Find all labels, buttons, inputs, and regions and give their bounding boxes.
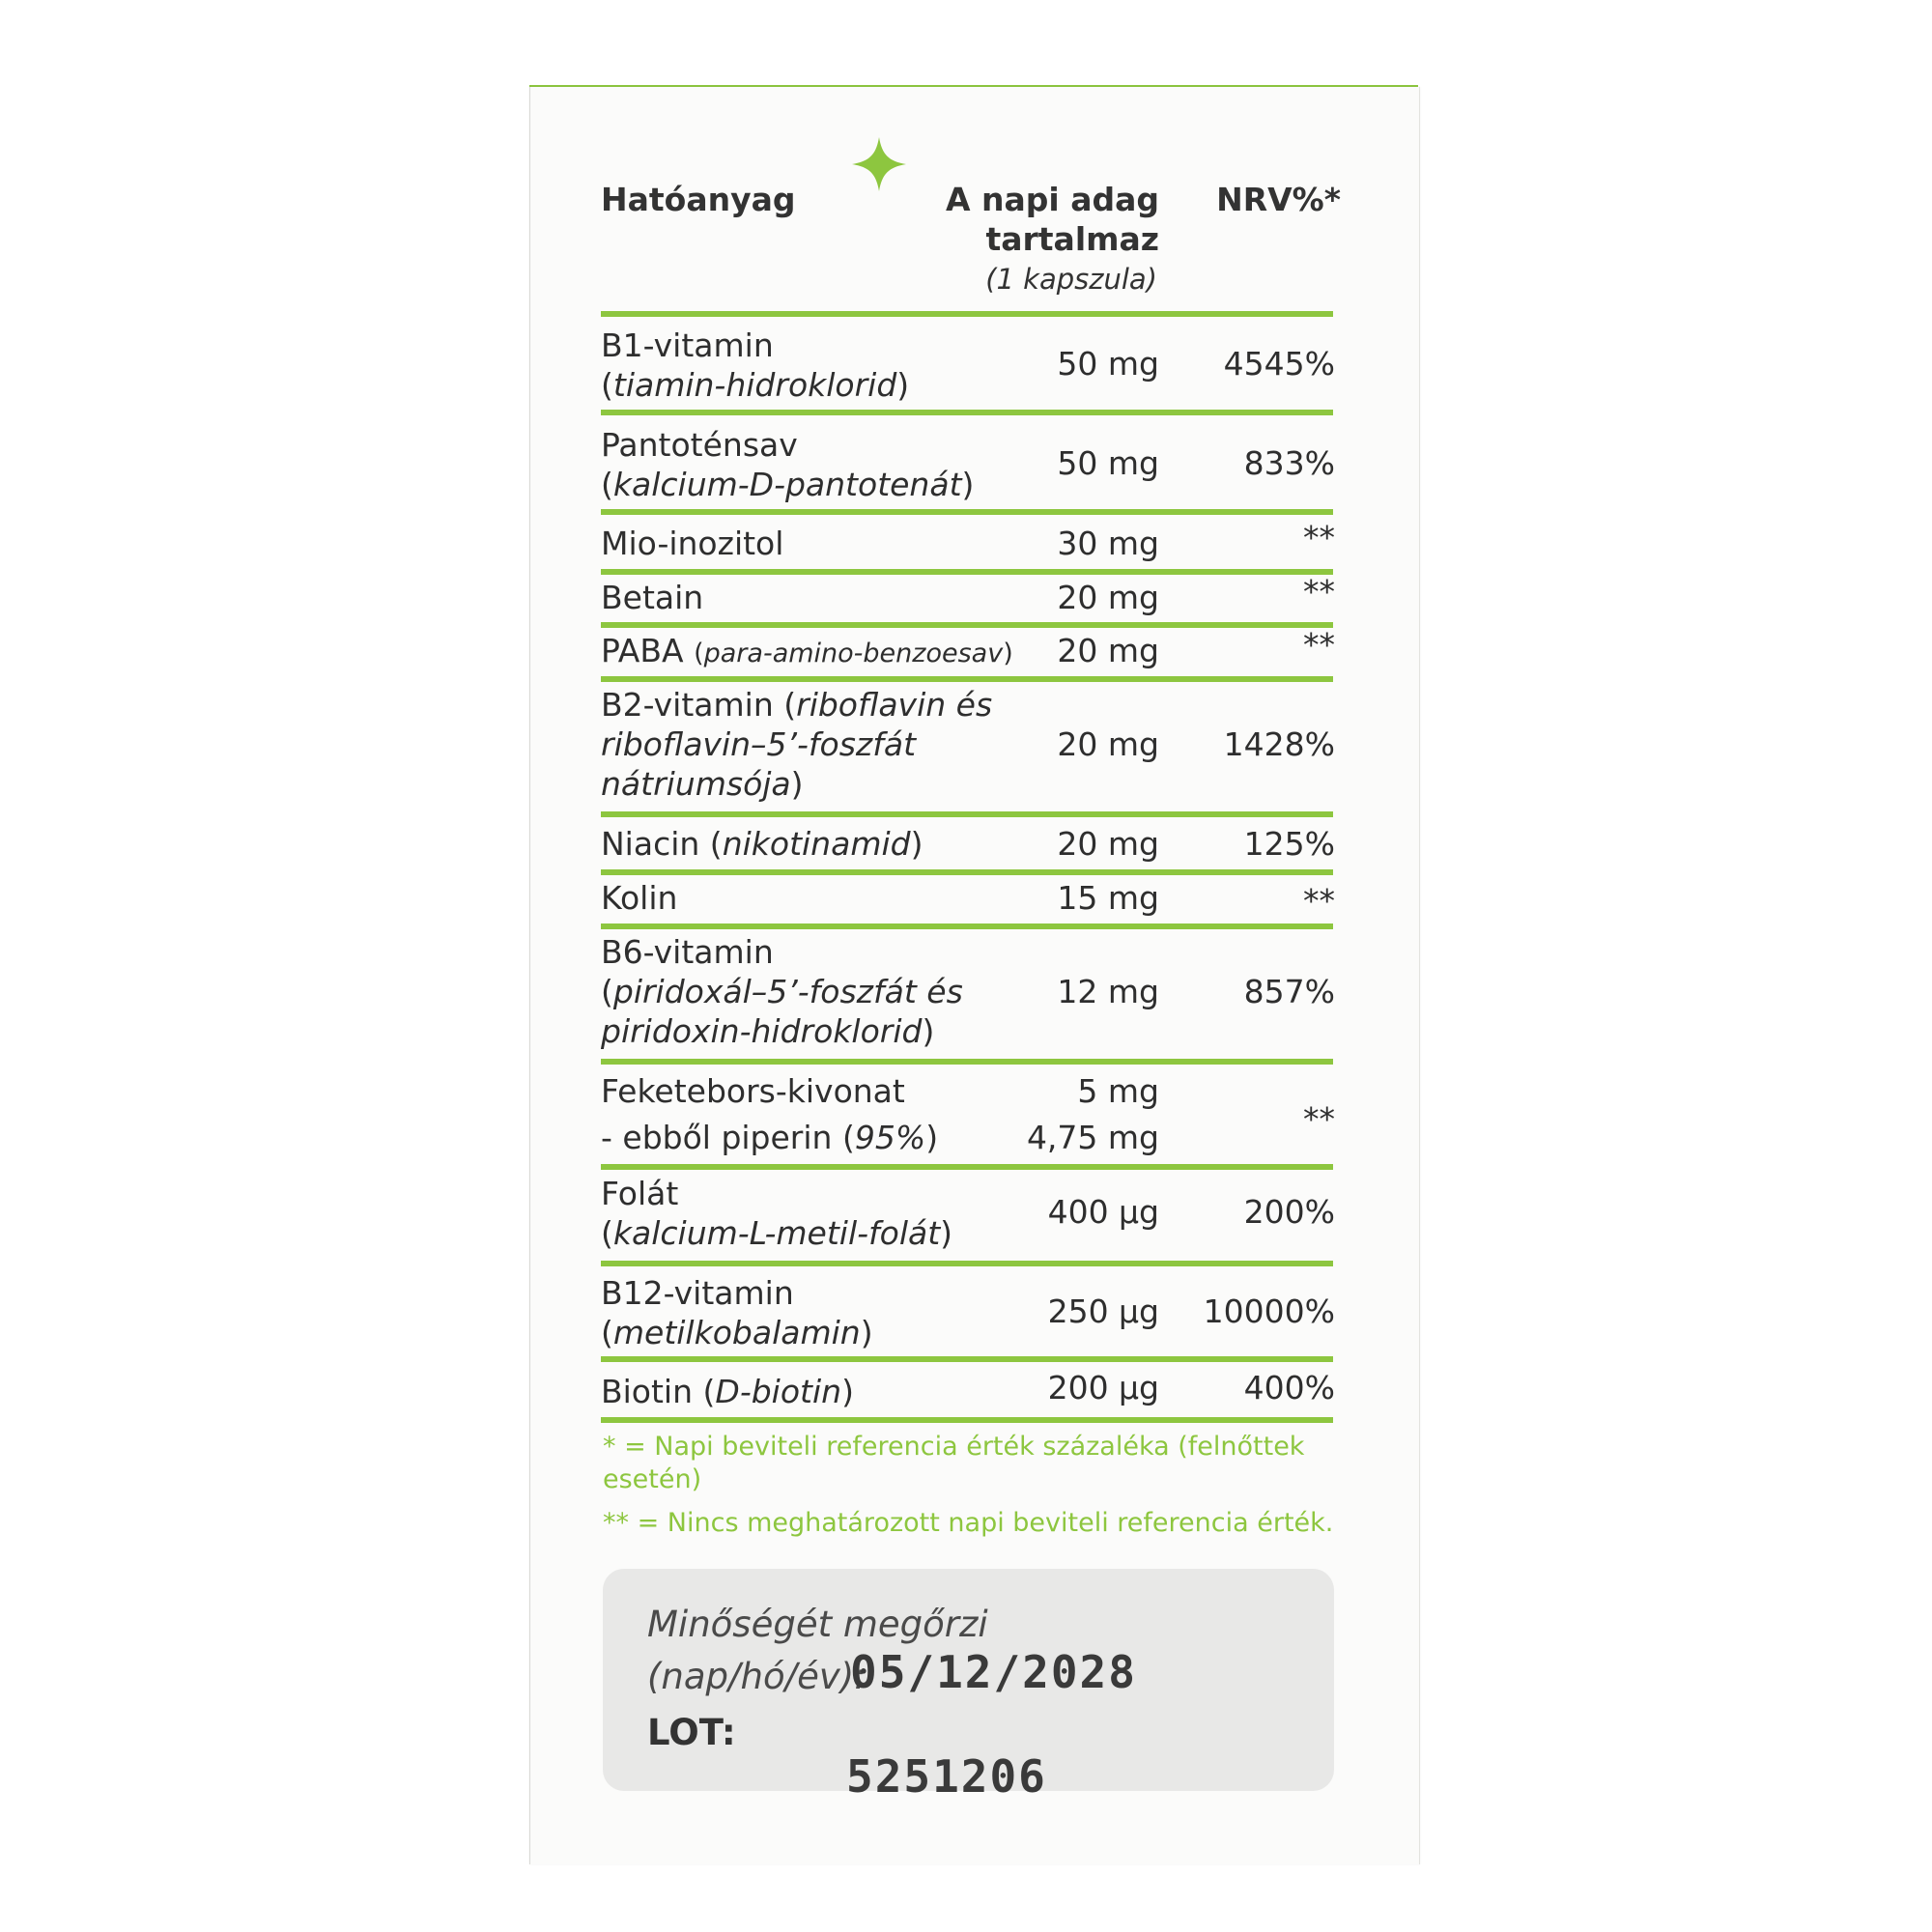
row-divider (601, 1356, 1333, 1362)
substance-detail: (kalcium-D-pantotenát) (601, 466, 975, 503)
row-divider (601, 869, 1333, 875)
row-divider (601, 811, 1333, 817)
row-biotin-nrv: 400% (1243, 1369, 1335, 1406)
row-divider (601, 569, 1333, 575)
row-divider (601, 1417, 1333, 1423)
row-betaine-nrv: ** (1303, 573, 1335, 611)
header-amount (946, 180, 1159, 259)
row-divider (601, 509, 1333, 515)
substance-detail-text: metilkobalamin (612, 1314, 861, 1351)
row-divider (601, 622, 1333, 628)
row-b12-amount: 250 µg (1047, 1293, 1159, 1330)
row-niacin-nrv: 125% (1243, 825, 1335, 863)
row-betaine-name: Betain (601, 579, 704, 616)
substance-detail-text: kalcium-L-metil-folát (612, 1214, 941, 1252)
expiry-date-stamp: 05/12/2028 (850, 1646, 1137, 1698)
row-folate-amount: 400 µg (1047, 1193, 1159, 1231)
substance-detail-text: 95% (854, 1119, 926, 1156)
substance-name: B2-vitamin (601, 686, 774, 724)
row-choline-nrv: ** (1303, 882, 1335, 920)
row-betaine-amount: 20 mg (1057, 579, 1159, 616)
row-myoinositol-amount: 30 mg (1057, 525, 1159, 562)
row-choline-name: Kolin (601, 879, 678, 917)
row-paba-amount: 20 mg (1057, 632, 1159, 669)
row-choline-amount: 15 mg (1057, 879, 1159, 917)
substance-detail-text: piridoxál–5’-foszfát és (612, 973, 963, 1010)
substance-detail-text: riboflavin és (796, 686, 993, 724)
row-divider (601, 676, 1333, 682)
row-piperine-amount: 4,75 mg (1026, 1119, 1159, 1156)
row-b2-amount: 20 mg (1057, 725, 1159, 763)
row-niacin-amount: 20 mg (1057, 825, 1159, 863)
substance-name: B12-vitamin (601, 1274, 794, 1312)
row-blackpepper-name: Feketebors-kivonat (601, 1072, 905, 1110)
row-b2-nrv: 1428% (1223, 725, 1335, 763)
row-b1-amount: 50 mg (1057, 345, 1159, 383)
substance-detail-text: para-amino-benzoesav (703, 639, 1004, 668)
best-before-label: Minőségét megőrzi (647, 1604, 988, 1645)
footnote-double-asterisk: ** = Nincs meghatározott napi beviteli referencia érték. (603, 1508, 1334, 1538)
substance-detail-text: nikotinamid (722, 825, 911, 863)
substance-detail-text: D-biotin (715, 1373, 842, 1410)
row-pantothenic-amount: 50 mg (1057, 444, 1159, 482)
row-blackpepper-amount: 5 mg (1077, 1072, 1159, 1110)
row-b2-name: B2-vitamin (riboflavin és riboflavin–5’-foszfát nátriumsója) (601, 686, 993, 803)
row-b6-name: B6-vitamin (piridoxál–5’-foszfát és piridoxin-hidroklorid) (601, 933, 963, 1050)
substance-name: Niacin (601, 825, 700, 863)
row-biotin-amount: 200 µg (1047, 1369, 1159, 1406)
date-format-label: (nap/hó/év): (647, 1656, 867, 1697)
lot-label: LOT: (647, 1712, 736, 1753)
header-nrv: NRV%* (1216, 181, 1341, 218)
row-folate-nrv: 200% (1243, 1193, 1335, 1231)
substance-name: B1-vitamin (601, 327, 774, 364)
row-paba-name: PABA (para-amino-benzoesav) (601, 632, 1013, 669)
header-substance: Hatóanyag (601, 181, 796, 218)
substance-detail-text: riboflavin–5’-foszfát (601, 725, 917, 763)
substance-name: Pantoténsav (601, 426, 798, 464)
row-divider (601, 1059, 1333, 1065)
row-blackpepper-nrv: ** (1303, 1100, 1335, 1138)
substance-subname: - ebből piperin (601, 1119, 833, 1156)
header-amount-sub: (1 kapszula) (985, 263, 1157, 296)
substance-detail-text: tiamin-hidroklorid (612, 366, 897, 404)
substance-detail: (tiamin-hidroklorid) (601, 366, 910, 404)
substance-name: Biotin (601, 1373, 694, 1410)
substance-name: B6-vitamin (601, 933, 774, 971)
lot-number-stamp: 5251206 (846, 1750, 1047, 1803)
header-amount-line1: A napi adag (946, 181, 1159, 218)
substance-name: PABA (601, 632, 684, 669)
row-divider (601, 311, 1333, 317)
row-niacin-name: Niacin (nikotinamid) (601, 825, 923, 863)
substance-detail-text: piridoxin-hidroklorid (601, 1012, 923, 1050)
header-amount-line2: tartalmaz (985, 220, 1159, 258)
row-divider (601, 923, 1333, 929)
row-paba-nrv: ** (1303, 626, 1335, 664)
sparkle-icon (852, 137, 906, 191)
row-b1-nrv: 4545% (1223, 345, 1335, 383)
row-myoinositol-nrv: ** (1303, 519, 1335, 556)
row-divider (601, 1261, 1333, 1266)
row-b6-amount: 12 mg (1057, 973, 1159, 1010)
row-b6-nrv: 857% (1243, 973, 1335, 1010)
row-pantothenic-name (601, 425, 974, 504)
row-folate-name: Folát (kalcium-L-metil-folát) (601, 1175, 953, 1252)
row-b12-name: B12-vitamin (metilkobalamin) (601, 1274, 873, 1351)
row-divider (601, 410, 1333, 415)
substance-detail-text: nátriumsója (601, 765, 791, 803)
row-divider (601, 1164, 1333, 1170)
row-b1-name (601, 326, 909, 405)
row-myoinositol-name: Mio-inozitol (601, 525, 784, 562)
footnote-single-asterisk: * = Napi beviteli referencia érték százaléka (felnőttek esetén) (603, 1432, 1305, 1494)
substance-detail-text: kalcium-D-pantotenát (612, 466, 962, 503)
row-pantothenic-nrv: 833% (1243, 444, 1335, 482)
row-piperine-name: - ebből piperin (95%) (601, 1119, 939, 1156)
substance-name: Folát (601, 1175, 679, 1212)
row-biotin-name: Biotin (D-biotin) (601, 1373, 854, 1410)
row-b12-nrv: 10000% (1203, 1293, 1335, 1330)
